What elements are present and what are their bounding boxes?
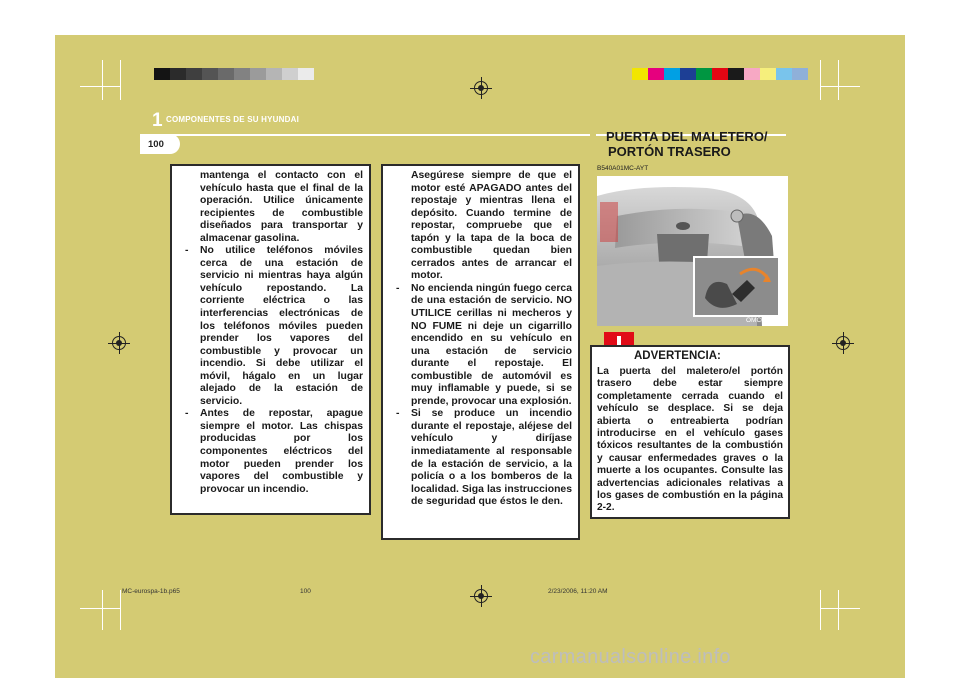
calibration-swatch (664, 68, 680, 80)
middle-warning-box (381, 164, 580, 540)
list-item-text: No utilice teléfonos móviles cerca de una estación de servicio ni mientras haya algún vehículo repostando. La corriente eléctrica o las interferencias electrónicas de los teléfonos móviles pueden prender los vapores del combustible y provocar un incendio. Si debe utilizar el móvil, hágalo en un lugar alejado de la estación de servicio. (200, 245, 363, 407)
crop-mark (102, 60, 103, 100)
list-item-text: No encienda ningún fuego cerca de una estación de servicio. NO UTILICE cerillas ni mecheros y NO FUME ni deje un cigarrillo encendido en su vehículo en una estación de servicio durante el repostaje. El combustible de automóvil es muy inflamable y puede, si se prende, provocar una explosión. (411, 282, 572, 407)
registration-mark-icon (470, 77, 492, 99)
crop-mark (80, 86, 120, 87)
watermark: carmanualsonline.info (530, 646, 731, 668)
calibration-swatch (776, 68, 792, 80)
crop-mark (102, 590, 103, 630)
crop-mark (820, 590, 821, 630)
list-item-text: Si se produce un incendio durante el repostaje, aléjese del vehículo y diríjase inmediatamente al responsable de la estación de servicio, a la policía o a los bomberos de la localidad. Siga las instrucciones de seguridad que éstos le den. (411, 408, 572, 508)
calibration-swatch (760, 68, 776, 80)
section-title-line: PUERTA DEL MALETERO/ (606, 129, 768, 144)
footer-file: MC-eurospa-1b.p65 (122, 588, 180, 595)
registration-mark-icon (832, 332, 854, 354)
car-trunk-photo (597, 176, 788, 326)
calibration-swatch (186, 68, 202, 80)
crop-mark (820, 60, 821, 100)
crop-mark (838, 590, 839, 630)
header-rule (160, 134, 590, 136)
crop-mark (80, 34, 81, 35)
registration-mark-icon (470, 585, 492, 607)
image-caption: OMC025010 (746, 317, 783, 324)
warning-title: ADVERTENCIA: (634, 350, 721, 362)
calibration-swatch (298, 68, 314, 80)
crop-mark (820, 608, 860, 609)
left-box-intro: mantenga el contacto con el vehículo hasta que el final de la operación. Utilice únicamente recipientes de combustible diseñados para transportar y almacenar gasolina. (200, 170, 363, 244)
section-title (606, 130, 768, 159)
calibration-swatch (632, 68, 648, 80)
middle-box-intro: Asegúrese siempre de que el motor esté APAGADO antes del repostaje y mientras llena el depósito. Cuando termine de repostar, compruebe que el tapón y la tapa de la boca de combustible quedan bien cerrados antes de arrancar el motor. (411, 170, 572, 282)
crop-mark (120, 590, 121, 630)
color-calibration-bar (632, 68, 808, 80)
section-code: B540A01MC-AYT (597, 165, 649, 172)
page-number: 100 (148, 139, 164, 150)
registration-mark-icon (108, 332, 130, 354)
grayscale-calibration-bar (154, 68, 314, 80)
footer-date: 2/23/2006, 11:20 AM (548, 588, 608, 595)
list-item: - Antes de repostar, apague siempre el motor. Las chispas producidas por los componentes eléctricos del motor pueden prender los vapores del combustible y provocar un incendio. (185, 408, 363, 495)
calibration-swatch (712, 68, 728, 80)
calibration-swatch (154, 68, 170, 80)
crop-mark (80, 608, 120, 609)
calibration-swatch (696, 68, 712, 80)
calibration-swatch (282, 68, 298, 80)
advertencia-box (590, 345, 790, 519)
calibration-swatch (234, 68, 250, 80)
calibration-swatch (250, 68, 266, 80)
section-title-line: PORTÓN TRASERO (608, 143, 731, 159)
warning-text: La puerta del maletero/el portón trasero debe estar siempre completamente cerrada cuando el vehículo se desplace. Si se deja abierta o entreabierta podrían introducirse en el vehículo gases tóxicos resultantes de la combustión y causar enfermedades graves o la muerte a los ocupantes. Consulte las advertencias adicionales relativas a los gases de combustión en la página 2-2. (597, 366, 783, 514)
calibration-swatch (648, 68, 664, 80)
crop-mark (838, 60, 839, 100)
calibration-swatch (744, 68, 760, 80)
footer-page: 100 (300, 588, 311, 595)
crop-mark (120, 60, 121, 100)
calibration-swatch (202, 68, 218, 80)
list-item: - No encienda ningún fuego cerca de una estación de servicio. NO UTILICE cerillas ni mecheros y NO FUME ni deje un cigarrillo encendido en su vehículo en una estación de servicio durante el repostaje. El combustible de automóvil es muy inflamable y puede, si se prende, provocar una explosión. (396, 282, 572, 407)
calibration-swatch (218, 68, 234, 80)
calibration-swatch (170, 68, 186, 80)
crop-mark (820, 86, 860, 87)
chapter-title: COMPONENTES DE SU HYUNDAI (166, 115, 300, 124)
chapter-number: 1 (152, 110, 163, 131)
list-item: - No utilice teléfonos móviles cerca de una estación de servicio ni mientras haya algún vehículo repostando. La corriente eléctrica o las interferencias electrónicas de los teléfonos móviles pueden prender los vapores del combustible y provocar un incendio. Si debe utilizar el móvil, hágalo en un lugar alejado de la estación de servicio. (185, 245, 363, 407)
calibration-swatch (792, 68, 808, 80)
calibration-swatch (266, 68, 282, 80)
list-item: - Si se produce un incendio durante el repostaje, aléjese del vehículo y diríjase inmediatamente al responsable de la estación de servicio, a la policía o a los bomberos de la localidad. Siga las instrucciones de seguridad que éstos le den. (396, 408, 572, 508)
calibration-swatch (680, 68, 696, 80)
left-warning-box (170, 164, 371, 515)
calibration-swatch (728, 68, 744, 80)
list-item-text: Antes de repostar, apague siempre el motor. Las chispas producidas por los componentes eléctricos del motor pueden prender los vapores del combustible y provocar un incendio. (200, 408, 363, 495)
